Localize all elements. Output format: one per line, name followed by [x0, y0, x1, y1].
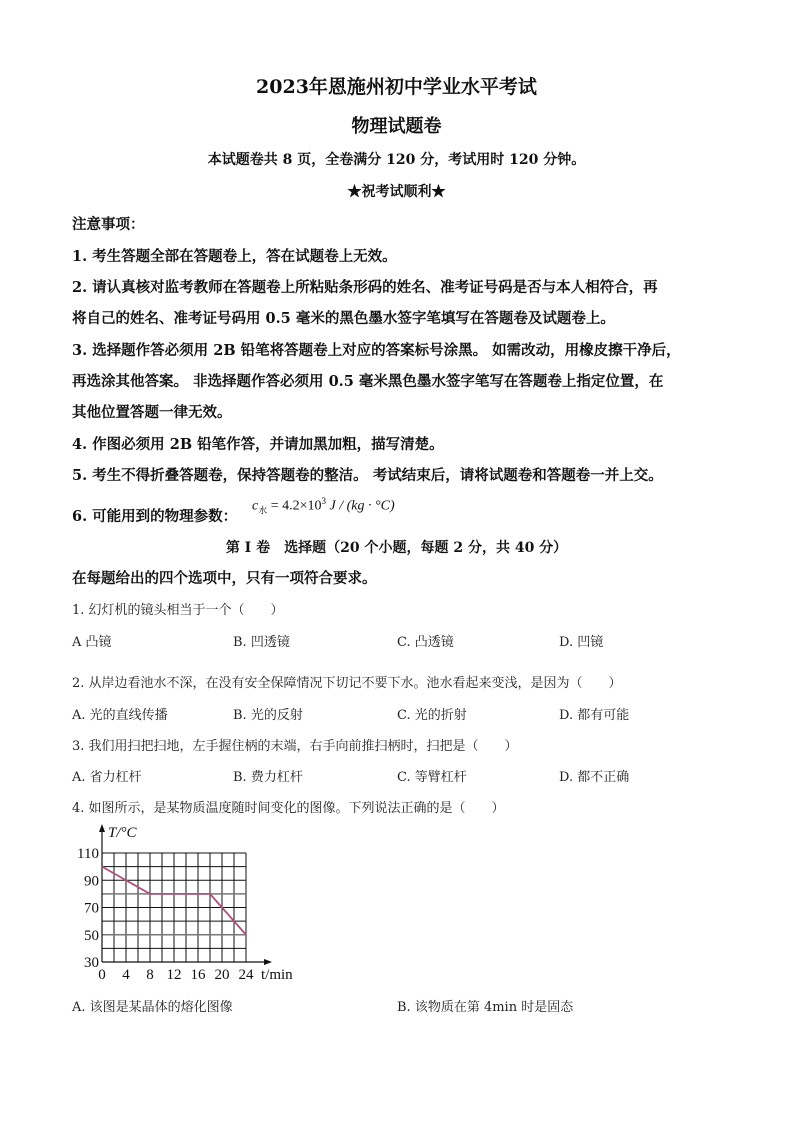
note-line: 2. 请认真核对监考教师在答题卷上所粘贴条形码的姓名、准考证号码是否与本人相符合，再: [72, 279, 658, 296]
note-line: 再选涂其他答案。 非选择题作答必须用 0.5 毫米黑色墨水签字笔写在答题卷上指定位置，在: [72, 373, 664, 390]
question-3-option-b: B. 费力杠杆: [233, 770, 303, 785]
question-3-stem: 3. 我们用扫把扫地，左手握住柄的末端，右手向前推扫柄时，扫把是（ ）: [72, 739, 518, 754]
x-tick-label: 0: [98, 967, 106, 983]
question-1-stem: 1. 幻灯机的镜头相当于一个（ ）: [72, 603, 284, 618]
specific-heat-formula: [252, 496, 395, 516]
y-tick-label: 50: [84, 927, 99, 944]
x-tick-label: 8: [146, 967, 154, 983]
temperature-time-chart: [70, 820, 310, 985]
x-tick-label: 12: [166, 967, 182, 983]
y-tick-label: 90: [84, 873, 99, 890]
note-line: 6. 可能用到的物理参数：: [72, 508, 238, 525]
x-tick-label: 16: [190, 967, 206, 983]
section-title: 第 I 卷 选择题（20 个小题，每题 2 分，共 40 分）: [225, 540, 568, 556]
formula-value: = 4.2×10: [267, 498, 322, 514]
exam-subtitle: 物理试题卷: [351, 116, 442, 137]
x-tick-label: 4: [122, 967, 130, 983]
note-line: 4. 作图必须用 2B 铅笔作答，并请加黑加粗，描写清楚。: [72, 436, 444, 453]
note-line: 将自己的姓名、准考证号码用 0.5 毫米的黑色墨水签字笔填写在答题卷及试题卷上。: [72, 310, 615, 327]
exam-title: 2023年恩施州初中学业水平考试: [256, 76, 537, 98]
question-1-option-d: D. 凹镜: [559, 635, 604, 650]
y-axis-label: T/°C: [108, 825, 137, 841]
x-tick-label: 24: [238, 967, 254, 983]
note-line: 1. 考生答题全部在答题卷上，答在试题卷上无效。: [72, 248, 397, 265]
exam-info: 本试题卷共 8 页，全卷满分 120 分，考试用时 120 分钟。: [207, 152, 586, 168]
y-tick-label: 110: [77, 846, 99, 862]
question-4-stem: 4. 如图所示，是某物质温度随时间变化的图像。下列说法正确的是（ ）: [72, 801, 505, 816]
notes-heading: 注意事项：: [72, 216, 145, 233]
note-line: 3. 选择题作答必须用 2B 铅笔将答题卷上对应的答案标号涂黑。 如需改动，用橡皮擦干净后，: [72, 342, 681, 359]
question-3-option-c: C. 等臂杠杆: [397, 770, 467, 785]
question-2-stem: 2. 从岸边看池水不深，在没有安全保障情况下切记不要下水。池水看起来变浅，是因为（ ）: [72, 676, 622, 691]
question-2-option-c: C. 光的折射: [397, 708, 467, 723]
temperature-time-graph: [70, 820, 310, 985]
question-2-option-b: B. 光的反射: [233, 708, 303, 723]
question-4-option-b: B. 该物质在第 4min 时是固态: [397, 1000, 574, 1015]
x-axis-arrow-icon: [264, 959, 272, 965]
x-axis-label: t/min: [261, 967, 293, 983]
question-1-option-a: A 凸镜: [72, 635, 112, 650]
question-1-option-b: B. 凹透镜: [233, 635, 290, 650]
formula-symbol: c: [252, 498, 259, 514]
formula-exponent: 3: [321, 496, 327, 506]
y-axis-arrow-icon: [99, 824, 105, 832]
question-3-option-a: A. 省力杠杆: [72, 770, 142, 785]
question-2-option-a: A. 光的直线传播: [72, 708, 168, 723]
note-line: 5. 考生不得折叠答题卷，保持答题卷的整洁。 考试结束后，请将试题卷和答题卷一并上交。: [72, 467, 663, 484]
formula-subscript: 水: [258, 505, 268, 516]
question-3-option-d: D. 都不正确: [559, 770, 630, 785]
x-tick-label: 20: [214, 967, 230, 983]
note-line: 其他位置答题一律无效。: [72, 404, 232, 421]
y-tick-label: 70: [84, 900, 99, 917]
section-instruction: 在每题给出的四个选项中，只有一项符合要求。: [72, 570, 377, 587]
y-tick-label: 30: [84, 955, 99, 971]
question-2-option-d: D. 都有可能: [559, 708, 630, 723]
question-4-option-a: A. 该图是某晶体的熔化图像: [72, 1000, 233, 1015]
exam-wish: ★祝考试顺利★: [347, 184, 446, 200]
formula-unit: J / (kg · °C): [326, 498, 395, 514]
question-1-option-c: C. 凸透镜: [397, 635, 454, 650]
